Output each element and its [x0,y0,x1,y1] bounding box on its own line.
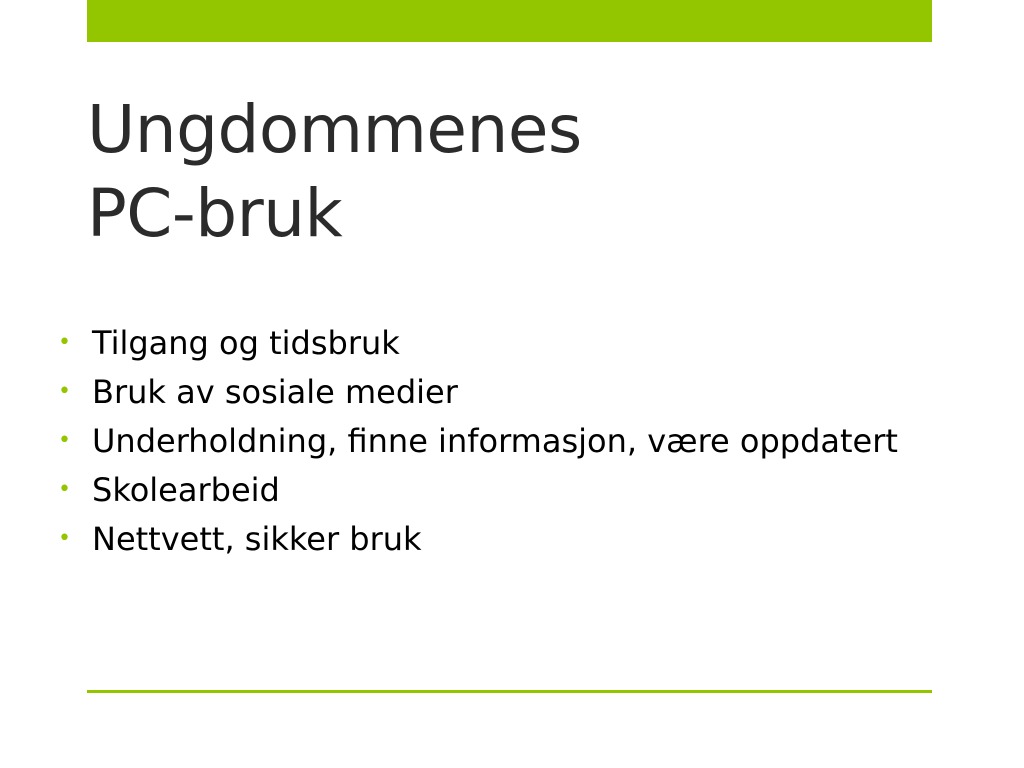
slide-title-line-1: Ungdommenes [87,91,582,168]
bullet-dot-icon: • [58,330,71,355]
slide-title-line-2: PC-bruk [87,175,343,252]
bullet-text: Skolearbeid [92,470,280,509]
bullet-dot-icon: • [58,428,71,453]
slide-title [87,88,582,256]
top-accent-bar [87,0,932,42]
bottom-accent-rule [87,690,932,693]
bullet-dot-icon: • [58,477,71,502]
bullet-item [58,514,898,563]
bullet-text: Tilgang og tidsbruk [92,323,400,362]
bullet-item [58,465,898,514]
bullet-list [58,318,898,563]
bullet-text: Underholdning, finne informasjon, være oppdatert [92,421,898,460]
bullet-text: Nettvett, sikker bruk [92,519,422,558]
bullet-text: Bruk av sosiale medier [92,372,458,411]
bullet-dot-icon: • [58,379,71,404]
bullet-dot-icon: • [58,526,71,551]
bullet-item [58,416,898,465]
bullet-item [58,318,898,367]
bullet-item [58,367,898,416]
